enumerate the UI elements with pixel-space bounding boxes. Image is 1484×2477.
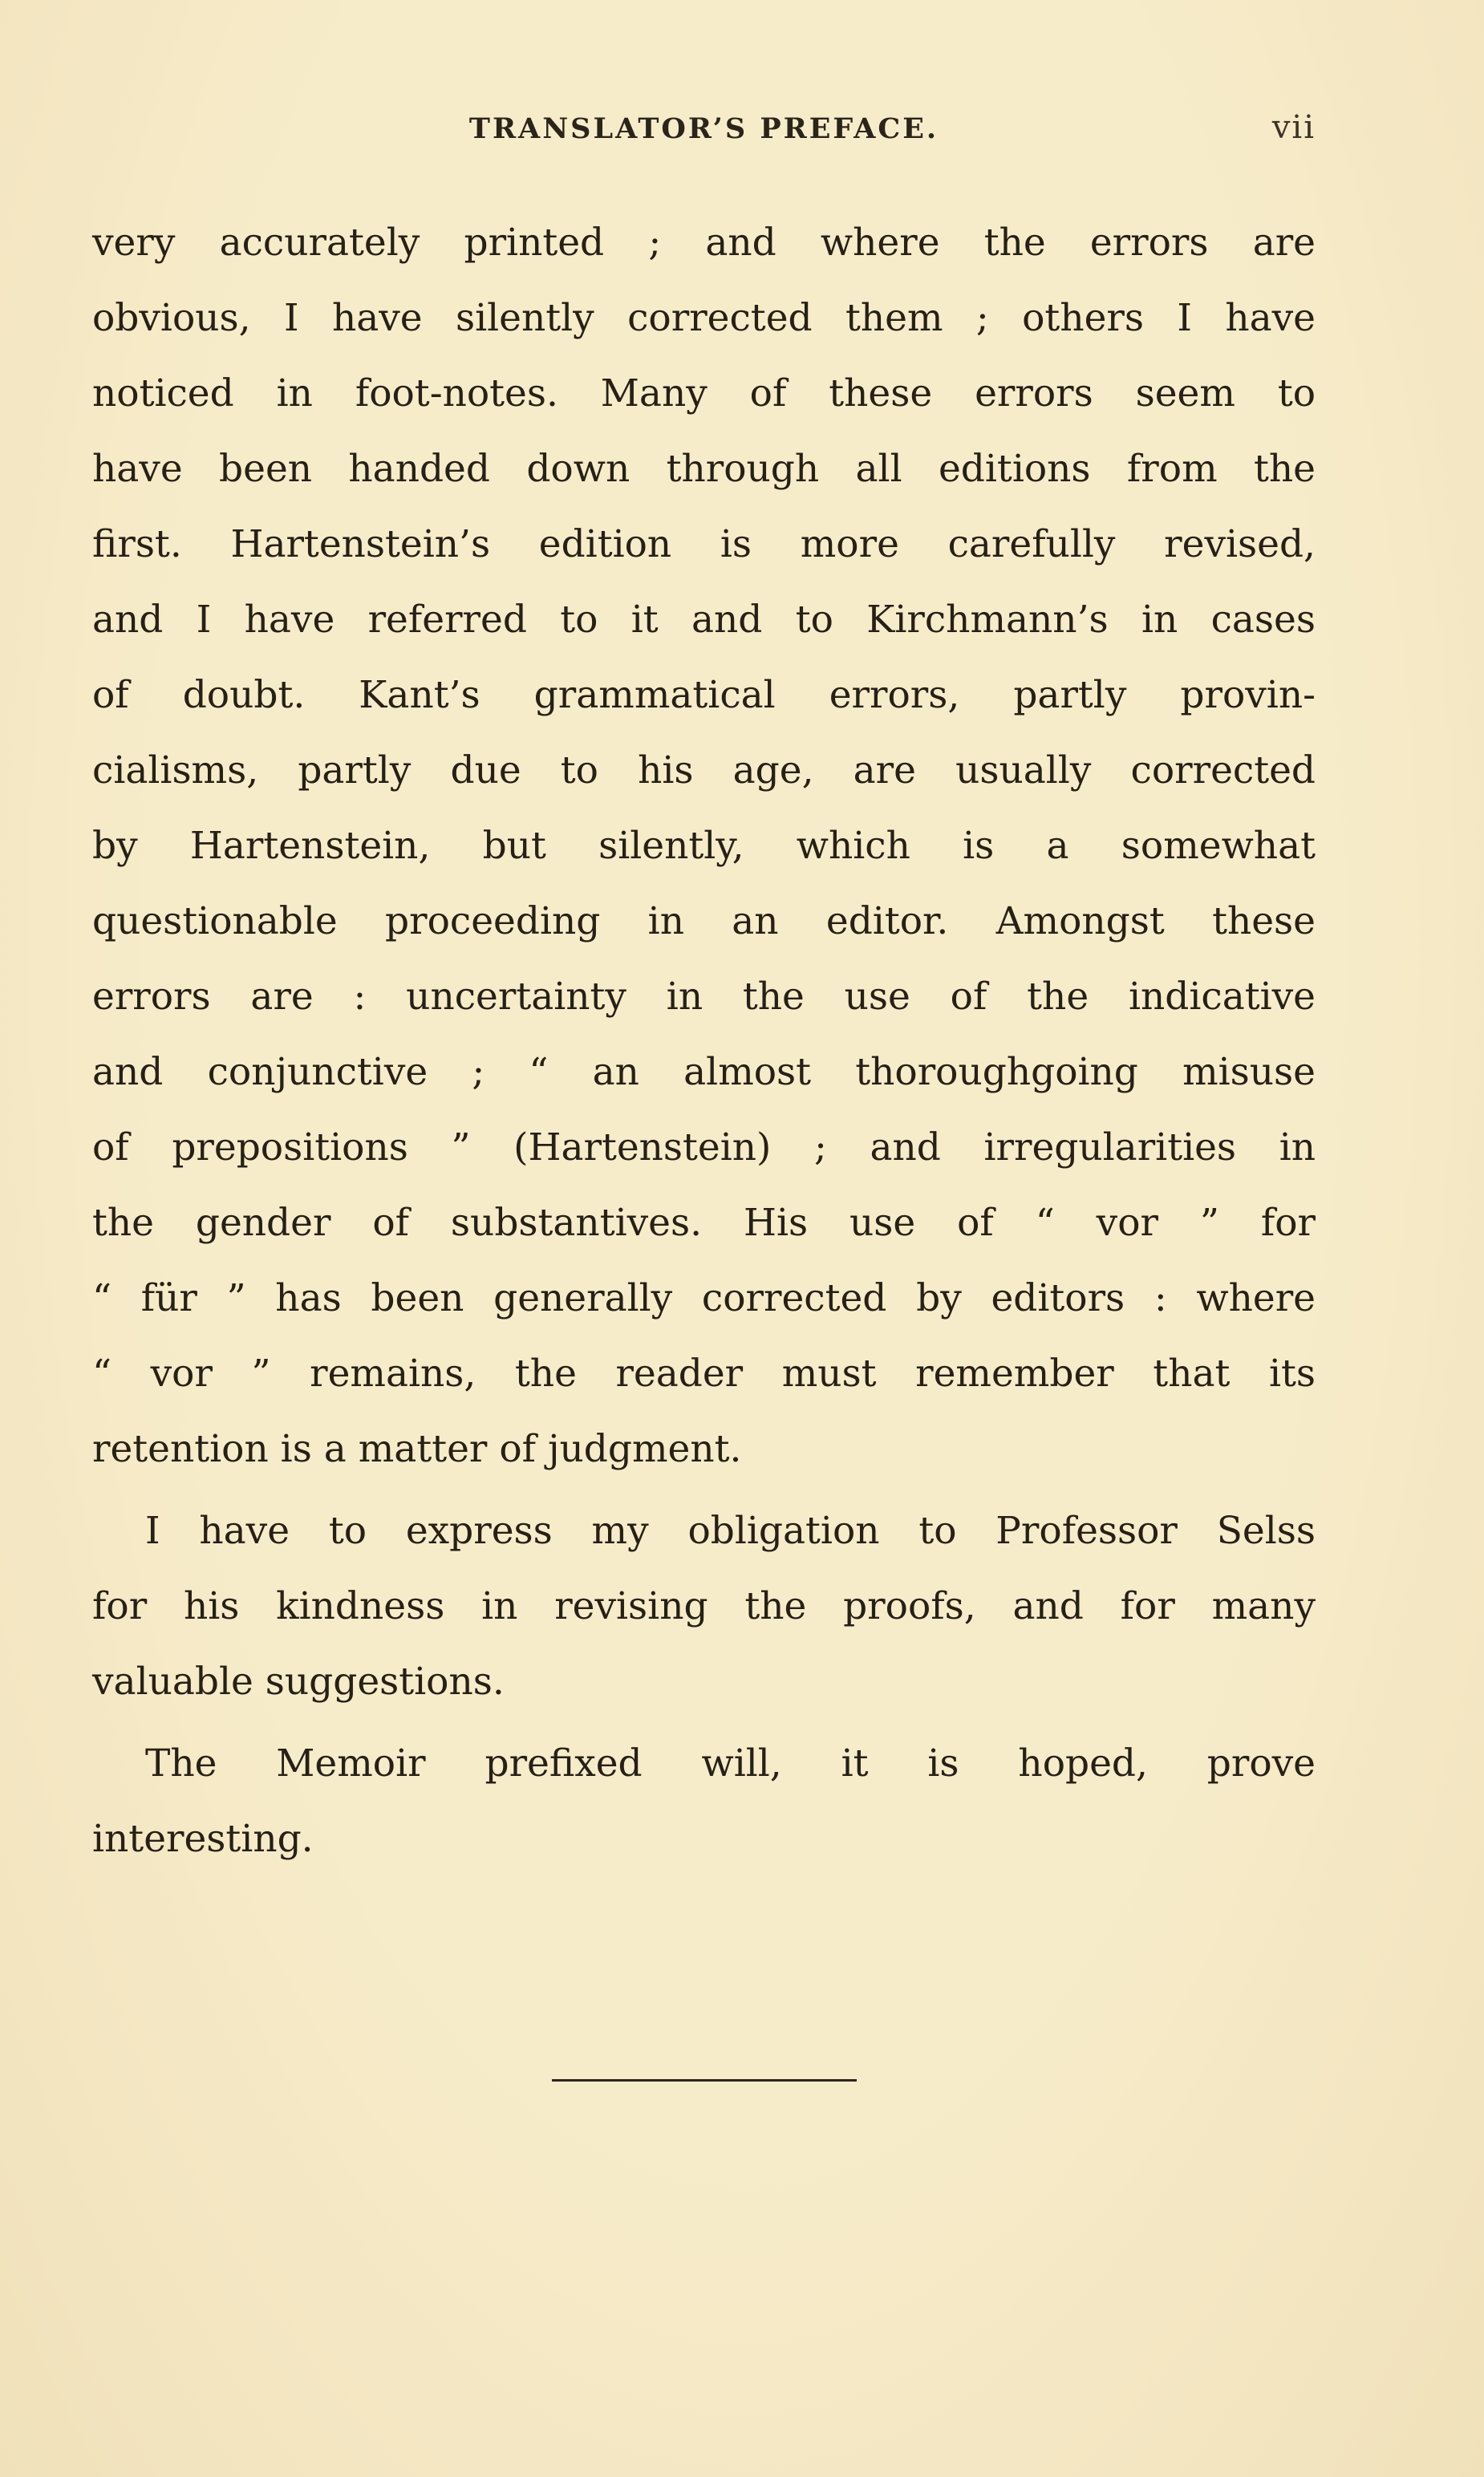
preface-title: TRANSLATOR’S PREFACE. (468, 112, 939, 145)
text-line: cialisms, partly due to his age, are usually corrected (92, 748, 1316, 793)
text-line: The Memoir prefixed will, it is hoped, prove (145, 1741, 1316, 1786)
text-line: errors are : uncertainty in the use of the indicative (92, 975, 1316, 1019)
section-divider (552, 2079, 857, 2082)
text-line: very accurately printed ; and where the errors are (92, 221, 1316, 265)
text-line: valuable suggestions. (92, 1660, 505, 1704)
page-header (92, 109, 1316, 168)
text-line: I have to express my obligation to Professor Selss (145, 1509, 1316, 1553)
text-line: noticed in foot-notes. Many of these errors seem to (92, 371, 1316, 416)
text-line: interesting. (92, 1817, 314, 1861)
text-line: obvious, I have silently corrected them ; others I have (92, 296, 1316, 340)
paragraph (92, 1726, 1316, 1877)
text-line: of doubt. Kant’s grammatical errors, partly provin- (92, 673, 1316, 717)
text-line: for his kindness in revising the proofs, and for many (92, 1584, 1316, 1628)
page-number: vii (1271, 109, 1316, 146)
text-line: and conjunctive ; “ an almost thoroughgoing misuse (92, 1050, 1316, 1094)
paragraph (92, 1494, 1316, 1720)
text-line: have been handed down through all editions from the (92, 447, 1316, 491)
text-line: of prepositions ” (Hartenstein) ; and irregularities in (92, 1125, 1316, 1170)
text-line: by Hartenstein, but silently, which is a somewhat (92, 824, 1316, 868)
text-line: first. Hartenstein’s edition is more carefully revised, (92, 522, 1316, 566)
text-line: retention is a matter of judgment. (92, 1427, 742, 1471)
text-line: the gender of substantives. His use of “ vor ” for (92, 1201, 1316, 1245)
text-line: “ vor ” remains, the reader must remember that its (92, 1352, 1316, 1396)
page-body (92, 205, 1316, 1877)
text-line: “ für ” has been generally corrected by editors : where (92, 1276, 1316, 1320)
text-line: questionable proceeding in an editor. Amongst these (92, 899, 1316, 943)
paragraph (92, 205, 1316, 1487)
text-line: and I have referred to it and to Kirchmann’s in cases (92, 598, 1316, 642)
